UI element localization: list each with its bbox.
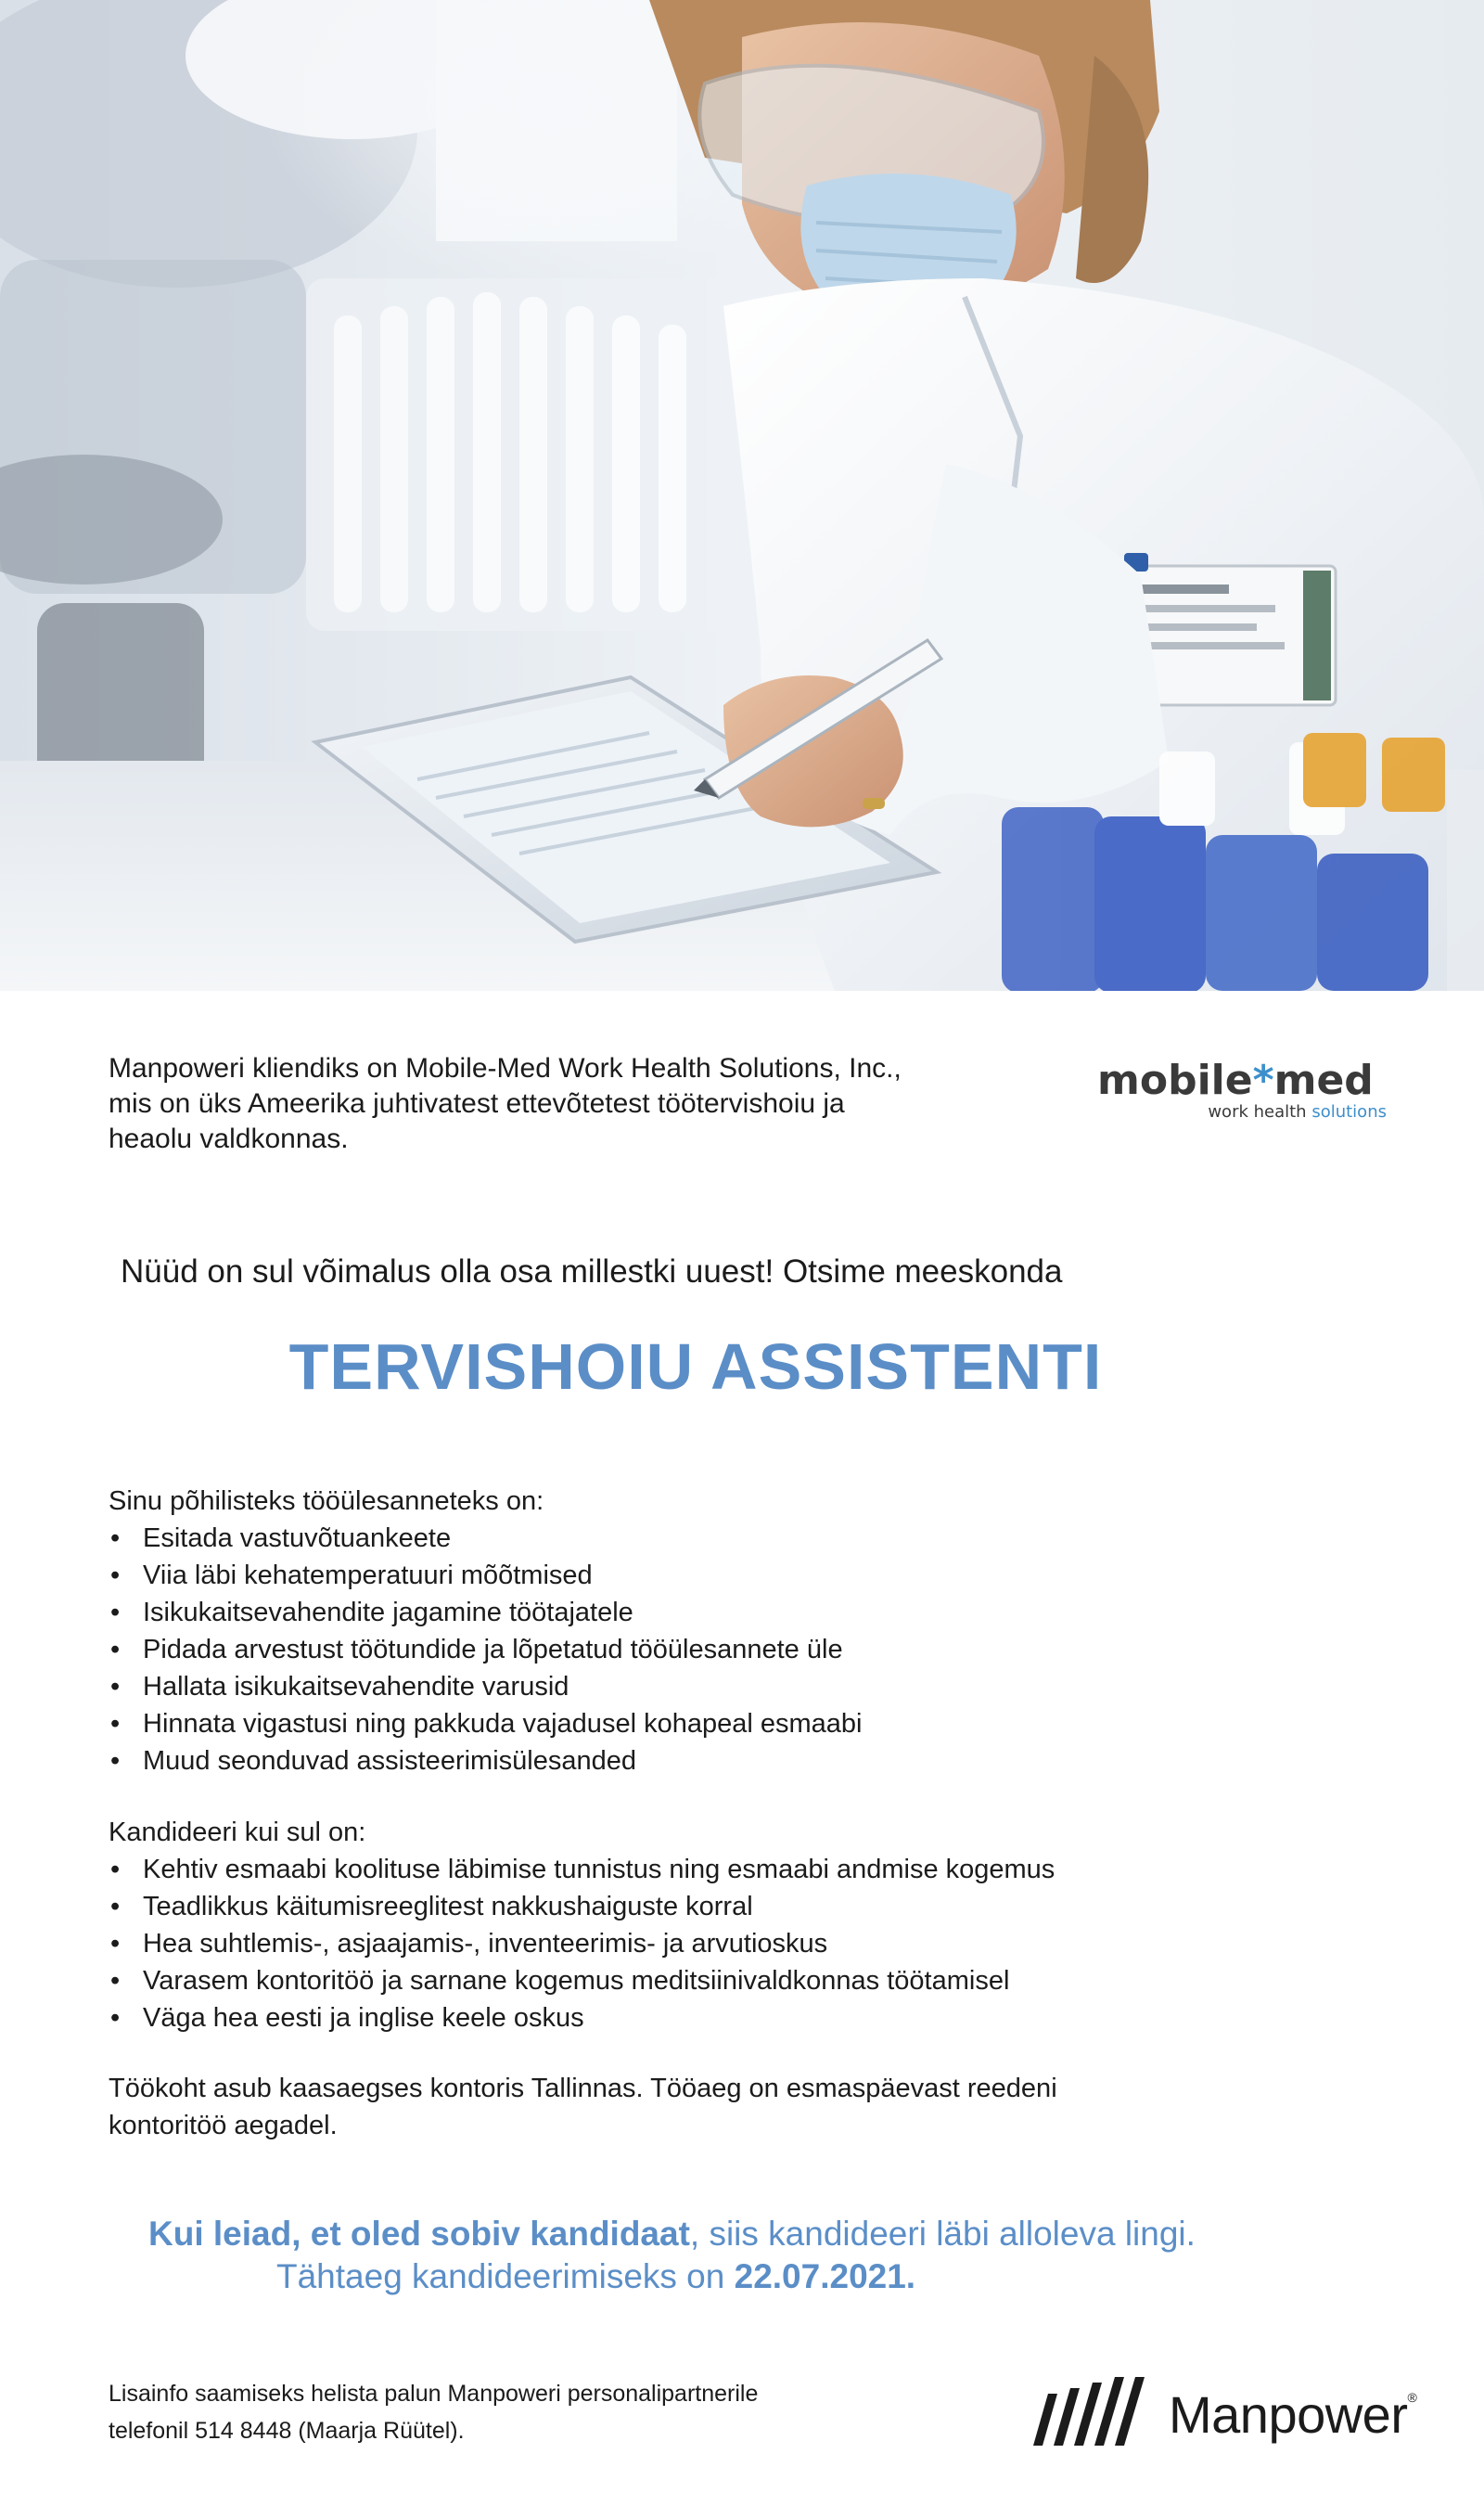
bullet-icon: • bbox=[110, 1966, 121, 1996]
intro-paragraph bbox=[109, 1051, 1073, 1157]
bullet-icon: • bbox=[110, 2003, 121, 2033]
list-item: • Väga hea eesti ja inglise keele oskus bbox=[109, 1999, 1314, 2036]
list-item: • Pidada arvestust töötundide ja lõpetatud tööülesannete üle bbox=[109, 1631, 1314, 1668]
workplace-line: Töökoht asub kaasaegses kontoris Tallinnas. Tööaeg on esmaspäevast reedeni bbox=[109, 2074, 1057, 2103]
bullet-icon: • bbox=[110, 1635, 121, 1664]
mobile-med-logo bbox=[1097, 1058, 1403, 1132]
bullet-icon: • bbox=[110, 1855, 121, 1884]
registered-mark: ® bbox=[1407, 2390, 1417, 2405]
requirements-list bbox=[109, 1851, 1314, 2036]
deadline-date: 22.07.2021. bbox=[734, 2257, 916, 2295]
requirements-label: Kandideeri kui sul on: bbox=[109, 1818, 366, 1847]
mobile-med-wordmark: mobile*med bbox=[1097, 1057, 1374, 1104]
bullet-icon: • bbox=[110, 1929, 121, 1959]
intro-line: heaolu valdkonnas. bbox=[109, 1124, 349, 1154]
manpower-wordmark: Manpower® bbox=[1169, 2385, 1417, 2444]
list-item: • Muud seonduvad assisteerimisülesanded bbox=[109, 1742, 1314, 1779]
bullet-icon: • bbox=[110, 1598, 121, 1627]
list-item: • Viia läbi kehatemperatuuri mõõtmised bbox=[109, 1557, 1314, 1594]
list-item: • Kehtiv esmaabi koolituse läbimise tunnistus ning esmaabi andmise kogemus bbox=[109, 1851, 1314, 1888]
bullet-icon: • bbox=[110, 1892, 121, 1921]
bullet-icon: • bbox=[110, 1672, 121, 1702]
list-item: • Esitada vastuvõtuankeete bbox=[109, 1520, 1314, 1557]
contact-line: telefonil 514 8448 (Maarja Rüütel). bbox=[109, 2418, 465, 2444]
contact-info bbox=[109, 2375, 943, 2449]
hero-illustration bbox=[0, 0, 1484, 991]
requirements-section bbox=[109, 1814, 1314, 2036]
hero-photo-lab-worker bbox=[0, 0, 1484, 991]
job-title-headline: TERVISHOIU ASSISTENTI bbox=[288, 1330, 1103, 1403]
bullet-icon: • bbox=[110, 1746, 121, 1776]
manpower-logo bbox=[1020, 2375, 1428, 2455]
list-item: • Hinnata vigastusi ning pakkuda vajadusel kohapeal esmaabi bbox=[109, 1705, 1314, 1742]
mobile-med-tagline: work health solutions bbox=[1208, 1102, 1387, 1122]
asterisk-icon: * bbox=[1252, 1057, 1274, 1104]
list-item: • Isikukaitsevahendite jagamine töötajatele bbox=[109, 1594, 1314, 1631]
intro-line: mis on üks Ameerika juhtivatest ettevõtetest töötervishoiu ja bbox=[109, 1088, 845, 1119]
workplace-line: kontoritöö aegadel. bbox=[109, 2111, 338, 2140]
bullet-icon: • bbox=[110, 1709, 121, 1739]
cta-emphasis: Kui leiad, et oled sobiv kandidaat bbox=[148, 2215, 690, 2253]
duties-label: Sinu põhilisteks tööülesanneteks on: bbox=[109, 1486, 544, 1516]
list-item: • Teadlikkus käitumisreeglitest nakkushaiguste korral bbox=[109, 1888, 1314, 1925]
cta-line-2: Tähtaeg kandideerimiseks on 22.07.2021. bbox=[276, 2257, 916, 2295]
call-to-action bbox=[0, 2213, 1484, 2298]
cta-line-1: Kui leiad, et oled sobiv kandidaat, siis kandideeri läbi alloleva lingi. bbox=[148, 2215, 1196, 2253]
workplace-paragraph bbox=[109, 2070, 1314, 2144]
lead-sentence: Nüüd on sul võimalus olla osa millestki uuest! Otsime meeskonda bbox=[121, 1253, 1063, 1290]
contact-line: Lisainfo saamiseks helista palun Manpoweri personalipartnerile bbox=[109, 2381, 759, 2407]
manpower-stripes-icon bbox=[1020, 2375, 1169, 2455]
duties-list bbox=[109, 1520, 1314, 1779]
intro-line: Manpoweri kliendiks on Mobile-Med Work Health Solutions, Inc., bbox=[109, 1053, 902, 1084]
list-item: • Hallata isikukaitsevahendite varusid bbox=[109, 1668, 1314, 1705]
bullet-icon: • bbox=[110, 1523, 121, 1553]
bullet-icon: • bbox=[110, 1561, 121, 1590]
duties-section bbox=[109, 1483, 1314, 1779]
list-item: • Hea suhtlemis-, asjaajamis-, inventeerimis- ja arvutioskus bbox=[109, 1925, 1314, 1962]
list-item: • Varasem kontoritöö ja sarnane kogemus meditsiinivaldkonnas töötamisel bbox=[109, 1962, 1314, 1999]
